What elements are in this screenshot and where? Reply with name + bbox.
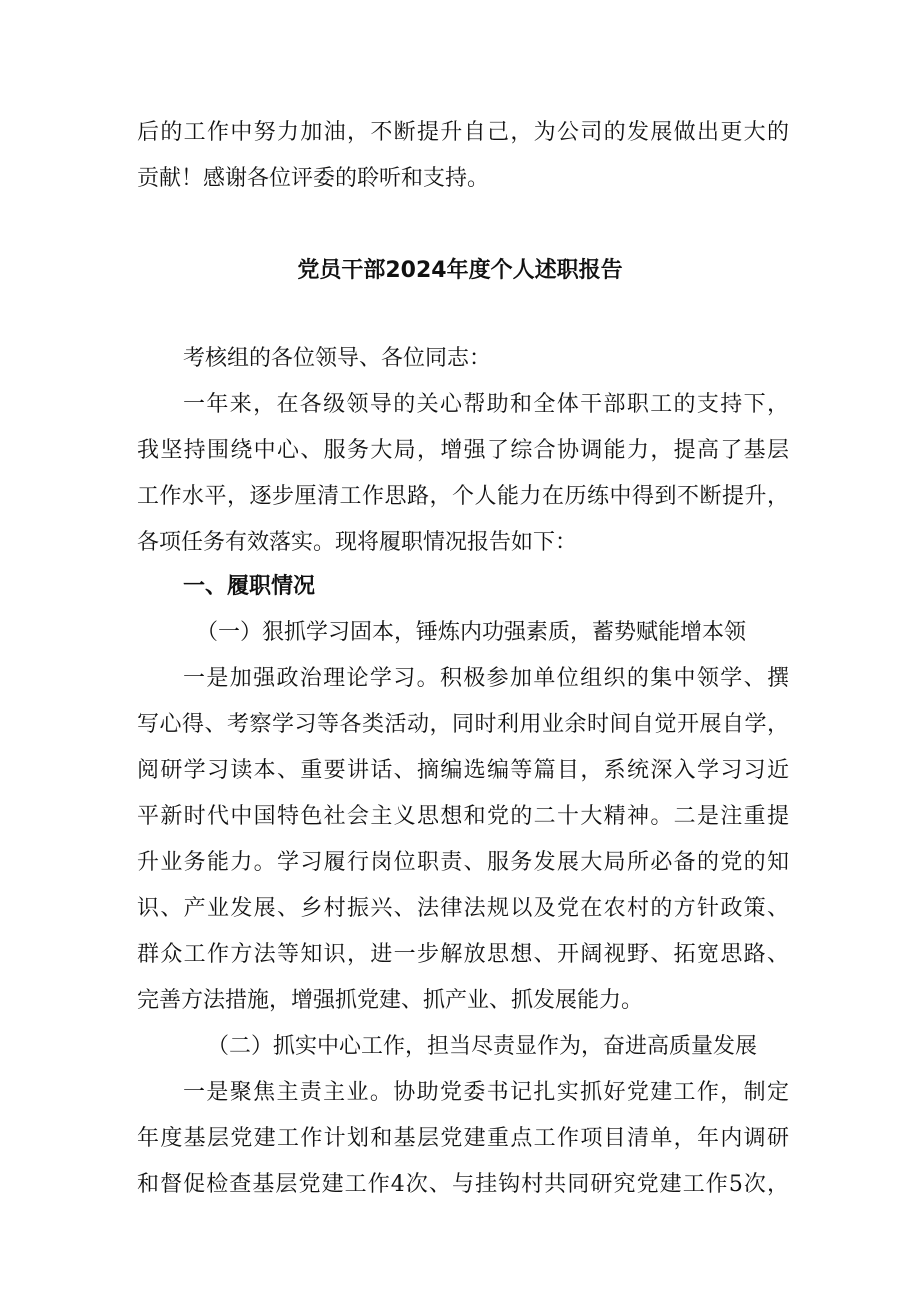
previous-paragraph-line-2: 贡献！感谢各位评委的聆听和支持。 — [137, 166, 490, 191]
intro-line-4: 各项任务有效落实。现将履职情况报告如下： — [137, 530, 578, 555]
sub1-body-line-2: 写心得、考察学习等各类活动，同时利用业余时间自觉开展自学， — [137, 712, 789, 737]
sub1-body-line-1: 一是加强政治理论学习。积极参加单位组织的集中领学、撰 — [183, 666, 789, 691]
intro-line-2: 我坚持围绕中心、服务大局，增强了综合协调能力，提高了基层 — [137, 438, 789, 463]
sub2-body-line-1: 一是聚焦主责主业。协助党委书记扎实抓好党建工作，制定 — [183, 1080, 789, 1105]
subsection-heading-2: （二）抓实中心工作，担当尽责显作为，奋进高质量发展 — [207, 1034, 758, 1059]
sub2-body-line-2: 年度基层党建工作计划和基层党建重点工作项目清单，年内调研 — [137, 1126, 789, 1151]
report-title: 党员干部2024年度个人述职报告 — [297, 258, 623, 283]
salutation: 考核组的各位领导、各位同志： — [183, 346, 492, 371]
sub1-body-line-8: 完善方法措施，增强抓党建、抓产业、抓发展能力。 — [137, 988, 644, 1013]
sub1-body-line-4: 平新时代中国特色社会主义思想和党的二十大精神。二是注重提 — [137, 804, 789, 829]
previous-paragraph-line-1: 后的工作中努力加油，不断提升自己，为公司的发展做出更大的 — [137, 120, 789, 145]
sub1-body-line-6: 识、产业发展、乡村振兴、法律法规以及党在农村的方针政策、 — [137, 896, 789, 921]
sub1-body-line-7: 群众工作方法等知识，进一步解放思想、开阔视野、拓宽思路、 — [137, 942, 789, 967]
intro-line-3: 工作水平，逐步厘清工作思路，个人能力在历练中得到不断提升， — [137, 484, 789, 509]
intro-line-1: 一年来，在各级领导的关心帮助和全体干部职工的支持下， — [183, 392, 789, 417]
subsection-heading-1: （一）狠抓学习固本，锤炼内功强素质，蓄势赋能增本领 — [196, 620, 747, 645]
section-heading-1: 一、履职情况 — [183, 574, 316, 599]
sub2-body-line-3: 和督促检查基层党建工作4次、与挂钩村共同研究党建工作5次， — [137, 1172, 789, 1197]
sub1-body-line-3: 阅研学习读本、重要讲话、摘编选编等篇目，系统深入学习习近 — [137, 758, 789, 783]
sub1-body-line-5: 升业务能力。学习履行岗位职责、服务发展大局所必备的党的知 — [137, 850, 789, 875]
